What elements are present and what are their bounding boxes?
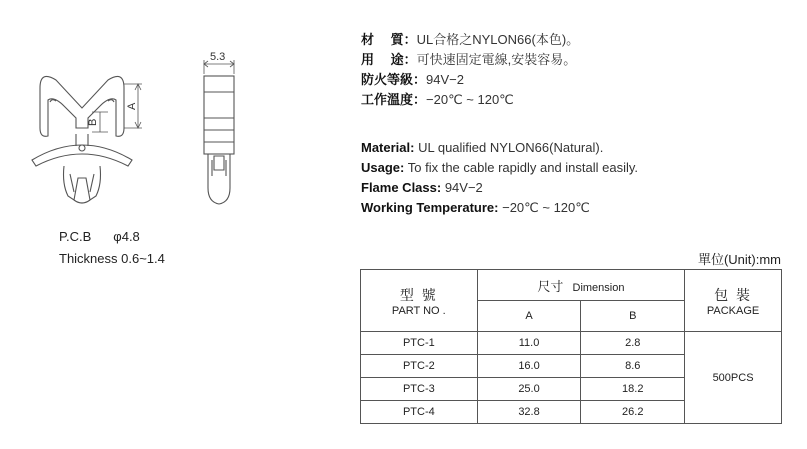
cell-a: 11.0 bbox=[477, 332, 581, 355]
cell-a: 32.8 bbox=[477, 401, 581, 424]
header-package: 包 裝 PACKAGE bbox=[685, 270, 782, 332]
cell-a: 16.0 bbox=[477, 355, 581, 378]
spec-en-material: Material: UL qualified NYLON66(Natural). bbox=[361, 140, 604, 155]
cell-part: PTC-4 bbox=[361, 401, 478, 424]
dim-width-label: 5.3 bbox=[210, 51, 226, 63]
cell-part: PTC-3 bbox=[361, 378, 478, 401]
clip-drawing bbox=[0, 0, 330, 230]
cell-b: 26.2 bbox=[581, 401, 685, 424]
spec-cn-temperature: 工作溫度：−20℃ ~ 120℃ bbox=[361, 92, 514, 107]
cell-b: 18.2 bbox=[581, 378, 685, 401]
unit-label: 單位(Unit):mm bbox=[697, 252, 781, 267]
cell-package: 500PCS bbox=[685, 332, 782, 424]
cell-part: PTC-1 bbox=[361, 332, 478, 355]
spec-en-temperature: Working Temperature: −20℃ ~ 120℃ bbox=[361, 200, 590, 215]
header-col-b: B bbox=[581, 301, 685, 332]
specs-chinese bbox=[361, 30, 579, 110]
spec-en-flame: Flame Class: 94V−2 bbox=[361, 180, 483, 195]
header-part-no: 型 號 PART NO . bbox=[361, 270, 478, 332]
cell-b: 8.6 bbox=[581, 355, 685, 378]
pcb-hole-value: φ4.8 bbox=[113, 229, 140, 244]
clip-side-view bbox=[204, 76, 234, 204]
clip-base-arc bbox=[32, 145, 132, 166]
pcb-thickness: Thickness 0.6~1.4 bbox=[59, 251, 165, 266]
clip-anchor bbox=[64, 166, 101, 200]
dim-a-label: A bbox=[126, 102, 138, 110]
cell-b: 2.8 bbox=[581, 332, 685, 355]
cell-a: 25.0 bbox=[477, 378, 581, 401]
spec-cn-usage: 用 途：可快速固定電線,安裝容易。 bbox=[361, 52, 577, 67]
dim-b-label: B bbox=[87, 118, 99, 126]
parts-table bbox=[360, 269, 782, 424]
pcb-line bbox=[59, 226, 165, 248]
spec-en-usage: Usage: To fix the cable rapidly and install easily. bbox=[361, 160, 639, 175]
pcb-label: P.C.B bbox=[59, 229, 92, 244]
specs-english bbox=[361, 138, 638, 218]
pcb-note bbox=[59, 226, 165, 270]
header-col-a: A bbox=[477, 301, 581, 332]
spec-cn-flame: 防火等級：94V−2 bbox=[361, 72, 464, 87]
table-row bbox=[361, 332, 782, 355]
header-dimension: 尺寸 Dimension bbox=[477, 270, 684, 301]
cell-part: PTC-2 bbox=[361, 355, 478, 378]
spec-cn-material: 材 質：UL合格之NYLON66(本色)。 bbox=[361, 32, 580, 47]
clip-front-view bbox=[40, 76, 124, 136]
